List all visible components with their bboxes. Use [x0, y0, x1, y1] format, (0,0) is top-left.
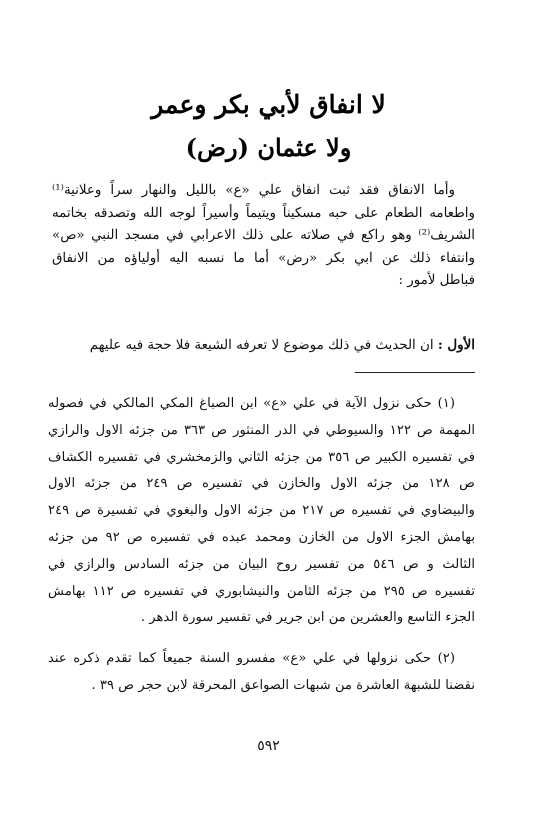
first-point: [52, 333, 475, 358]
footnote-divider: [355, 372, 475, 373]
footnote-line: الجزء التاسع والعشرين من ابن جرير في تفسير سورة الدهر .: [140, 610, 475, 626]
first-point-text: ان الحديث في ذلك موضوع لا تعرفه الشيعة فلا حجة فيه عليهم: [89, 338, 438, 353]
page-number: ٥٩٢: [257, 738, 280, 754]
footnote-line: (٢) حكى نزولها في علي «ع» مفسرو السنة جميعاً كما تقدم ذكره عند: [48, 651, 455, 666]
body-line: الشريف⁽²⁾ وهو راكع في صلاته على ذلك الاعرابي في مسجد النبي «ص»: [52, 228, 475, 243]
footnote-line: في تفسيره الكبير ص ٣٥٦ من جزئه الثاني والزمخشري في تفسيره الكشاف: [48, 449, 475, 465]
footnote-line: تفسيره ص ٢٩٥ من جزئه الثامن والنيشابوري في تفسيره ص ١١٢ بهامش: [48, 583, 475, 599]
body-line: فباطل لأمور :: [398, 273, 475, 288]
footnote-line: بهامش الجزء الاول من الخازن ومحمد عبده في تفسيره ص ٩٢ من جزئه: [48, 529, 476, 545]
body-line: وأما الانفاق فقد ثبت انفاق علي «ع» بالليل والنهار سراً وعلانية⁽¹⁾: [52, 183, 455, 198]
body-line: وانتفاء ذلك عن ابي بكر «رض» أما ما نسبه اليه أولياؤه من الانفاق: [52, 250, 475, 266]
body-line: واطعامه الطعام على حبه مسكيناً ويتيماً وأسيراً لوجه الله وتصدقه بخاتمه: [52, 205, 475, 221]
main-paragraph: [52, 180, 475, 293]
footnote-2: [48, 646, 475, 700]
footnote-line: ص ١٢٨ من جزئه الاول والخازن في تفسيره ص ٢٤٩ من جزئه الاول: [48, 476, 476, 492]
footnote-1: [48, 391, 475, 632]
footnote-line: نقضنا للشبهة العاشرة من شبهات الصواعق المحرقة لابن حجر ص ٣٩ .: [91, 677, 475, 693]
chapter-title: لا انفاق لأبي بكر وعمر: [151, 90, 386, 119]
first-point-lead: الأول :: [437, 337, 475, 353]
footnote-line: الثالث و ص ٥٤٦ من تفسير روح البيان من جزئه السادس والرازي في: [48, 556, 475, 572]
footnote-line: والبيضاوي في تفسيره ص ٢١٧ من جزئه الاول والبغوي في تفسيرة ص ٢٤٩: [48, 503, 475, 519]
footnote-line: (١) حكى نزول الآية في علي «ع» ابن الصباغ المكي المالكي في فصوله: [48, 396, 455, 411]
footnote-line: المهمة ص ١٢٢ والسيوطي في الدر المنثور ص ٣٦٣ من جزئه الاول والرازي: [48, 422, 476, 438]
chapter-subtitle: ولا عثمان (رض): [185, 133, 352, 162]
